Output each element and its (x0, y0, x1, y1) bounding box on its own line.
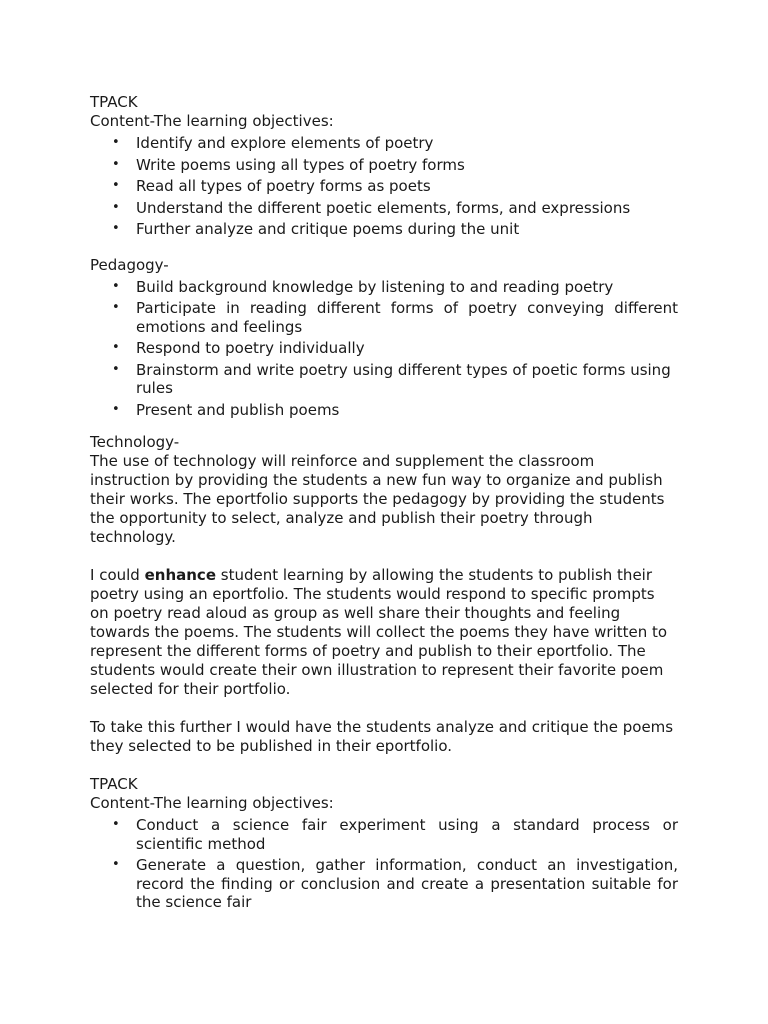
list-item: • Write poems using all types of poetry forms (90, 156, 678, 175)
section1-heading: TPACK (90, 93, 138, 111)
list-item: • Respond to poetry individually (90, 339, 678, 358)
list-item: • Conduct a science fair experiment using a standard process or scientific method (90, 816, 678, 853)
further-paragraph: To take this further I would have the students analyze and critique the poems they selected to be published in their eportfolio. (90, 718, 674, 755)
list-item: • Read all types of poetry forms as poets (90, 177, 678, 196)
pedagogy-heading: Pedagogy- (90, 255, 169, 274)
list-item: • Brainstorm and write poetry using different types of poetic forms using rules (90, 361, 678, 398)
enhance-text-before: I could (90, 566, 145, 584)
spacer (90, 422, 678, 433)
list-item: • Understand the different poetic elements, forms, and expressions (90, 199, 678, 218)
spacer (90, 756, 678, 775)
section2-objectives-list (90, 816, 678, 912)
enhance-bold-word: enhance (144, 566, 216, 584)
enhance-paragraph (90, 566, 678, 699)
spacer (90, 699, 678, 718)
section2-heading: TPACK (90, 775, 138, 793)
list-item: • Build background knowledge by listening to and reading poetry (90, 278, 678, 297)
spacer (90, 242, 678, 256)
list-item: • Identify and explore elements of poetry (90, 134, 678, 153)
technology-heading: Technology- (90, 433, 180, 451)
pedagogy-list (90, 278, 678, 420)
technology-paragraph: The use of technology will reinforce and supplement the classroom instruction by providing the students a new fun way to organize and publish their works. The eportfolio supports the pedagogy by providing the students the opportunity to select, analyze and publish their poetry through technology. (90, 452, 665, 546)
document-page (90, 93, 678, 915)
section1-objectives-list (90, 134, 678, 239)
list-item: • Further analyze and critique poems during the unit (90, 220, 678, 239)
list-item: • Participate in reading different forms of poetry conveying different emotions and feelings (90, 299, 678, 336)
list-item: • Present and publish poems (90, 401, 678, 420)
list-item: • Generate a question, gather information, conduct an investigation, record the finding or conclusion and create a presentation suitable for the science fair (90, 856, 678, 912)
spacer (90, 547, 678, 566)
section1-content-label: Content-The learning objectives: (90, 112, 334, 130)
enhance-text-after: student learning by allowing the students to publish their poetry using an eportfolio. The students would respond to specific prompts on poetry read aloud as group as well share their thoughts and feeling towards the poems. The students will collect the poems they have written to represent the different forms of poetry and publish to their eportfolio. The students would create their own illustration to represent their favorite poem selected for their portfolio. (90, 566, 668, 698)
section2-content-label: Content-The learning objectives: (90, 794, 334, 812)
